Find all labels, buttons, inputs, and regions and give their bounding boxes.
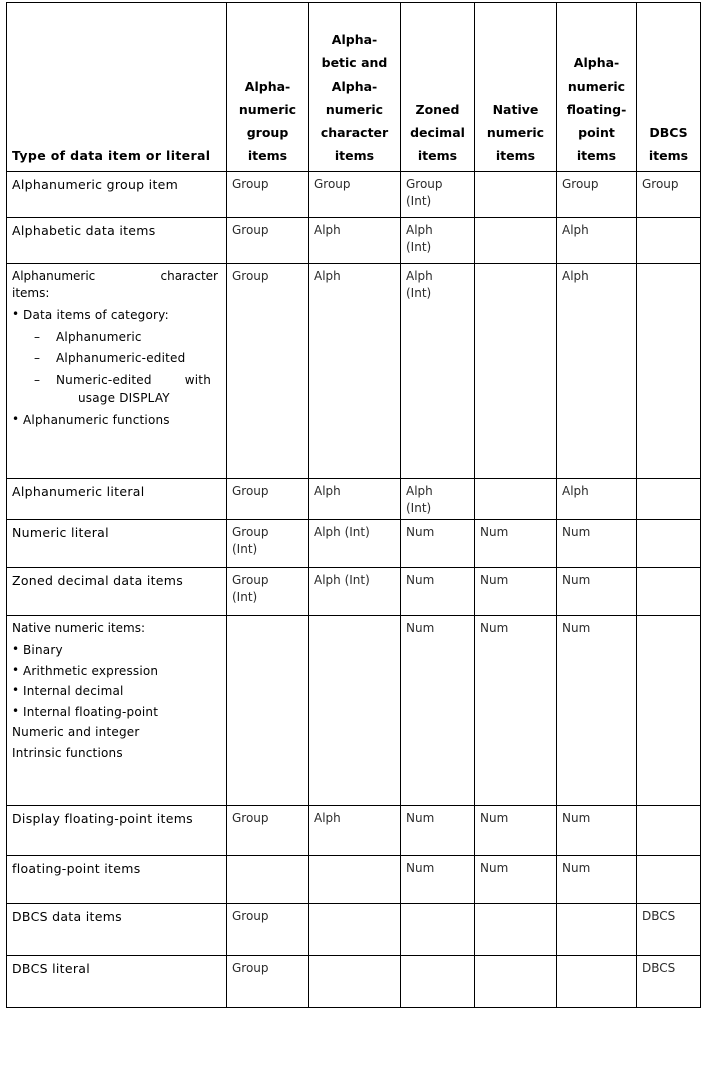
cell-r0-c2: Group (Int) [401, 172, 475, 218]
cell-r3-c5 [637, 479, 701, 520]
row-label-alphanumeric-character-items [7, 264, 227, 479]
header-line: Native [492, 101, 539, 117]
cell-r4-c1: Alph (Int) [309, 520, 401, 568]
cell-r3-c4: Alph [557, 479, 637, 520]
cell-r6-c2: Num [401, 616, 475, 806]
list-item-part: – Numeric-edited [56, 372, 152, 387]
cell-r10-c0: Group [227, 956, 309, 1008]
table-row [7, 856, 701, 904]
header-line: items [576, 147, 617, 163]
table-row [7, 264, 701, 479]
cell-r6-c3: Num [475, 616, 557, 806]
cell-r1-c1: Alph [309, 218, 401, 264]
row-label-floating-point-items: floating-point items [7, 856, 227, 904]
cell-r9-c2 [401, 904, 475, 956]
cell-r0-c3 [475, 172, 557, 218]
header-line: Alpha- [573, 55, 620, 71]
cell-r2-c3 [475, 264, 557, 479]
table-row [7, 172, 701, 218]
cell-r8-c5 [637, 856, 701, 904]
cell-r1-c3 [475, 218, 557, 264]
cell-r5-c4: Num [557, 568, 637, 616]
header-line: Alpha- [331, 32, 378, 48]
cell-r3-c3 [475, 479, 557, 520]
cell-r1-c4: Alph [557, 218, 637, 264]
list-item: • Internal decimal [12, 682, 221, 701]
cell-r8-c0 [227, 856, 309, 904]
cell-r6-c0 [227, 616, 309, 806]
cell-r1-c2: Alph (Int) [401, 218, 475, 264]
cell-r7-c2: Num [401, 806, 475, 856]
list-item-dash-group [12, 328, 221, 408]
header-line: items [334, 147, 375, 163]
list-item: • Internal floating-point [12, 703, 221, 722]
dash-sublist [12, 328, 221, 408]
cell-r1-c0: Group [227, 218, 309, 264]
cell-r3-c0: Group [227, 479, 309, 520]
cell-r5-c2: Num [401, 568, 475, 616]
row-sublist [12, 641, 221, 763]
data-item-compatibility-table [6, 2, 701, 1008]
row-label-native-numeric-items [7, 616, 227, 806]
row-label-dbcs-data-items: DBCS data items [7, 904, 227, 956]
list-item: – Alphanumeric-edited [34, 349, 221, 368]
header-line: items [495, 147, 536, 163]
row-label-numeric-literal: Numeric literal [7, 520, 227, 568]
column-header-dbcs-items [637, 3, 701, 172]
list-item: – Alphanumeric [34, 328, 221, 347]
header-line: decimal [410, 124, 465, 140]
cell-r4-c4: Num [557, 520, 637, 568]
row-label-zoned-decimal-data-items: Zoned decimal data items [7, 568, 227, 616]
header-line: numeric [238, 101, 297, 117]
column-header-alphanumeric-group-items [227, 3, 309, 172]
cell-r10-c2 [401, 956, 475, 1008]
row-label-display-floating-point-items: Display floating-point items [7, 806, 227, 856]
cell-r9-c1 [309, 904, 401, 956]
header-line: Alpha- [331, 78, 378, 94]
cell-r10-c4 [557, 956, 637, 1008]
row-label-alphanumeric-group-item: Alphanumeric group item [7, 172, 227, 218]
cell-r7-c5 [637, 806, 701, 856]
cell-r4-c2: Num [401, 520, 475, 568]
cell-r0-c0: Group [227, 172, 309, 218]
header-line: items [417, 147, 458, 163]
cell-r4-c0: Group (Int) [227, 520, 309, 568]
cell-r4-c3: Num [475, 520, 557, 568]
cell-r7-c1: Alph [309, 806, 401, 856]
cell-r5-c1: Alph (Int) [309, 568, 401, 616]
cell-r10-c5: DBCS [637, 956, 701, 1008]
list-item: • Alphanumeric functions [12, 411, 221, 430]
row-header-label: Type of data item or literal [7, 3, 227, 172]
list-item-continuation: usage DISPLAY [78, 391, 170, 406]
cell-r8-c1 [309, 856, 401, 904]
table-row [7, 520, 701, 568]
list-item [34, 371, 221, 408]
table-row [7, 806, 701, 856]
header-line: numeric [486, 124, 545, 140]
row-label-line-justified [12, 268, 221, 285]
header-line: numeric [325, 101, 384, 117]
cell-r7-c0: Group [227, 806, 309, 856]
header-line: Zoned [415, 101, 460, 117]
header-line: DBCS [649, 124, 688, 140]
cell-r9-c0: Group [227, 904, 309, 956]
cell-r6-c1 [309, 616, 401, 806]
cell-r3-c2: Alph (Int) [401, 479, 475, 520]
label-part: Alphanumeric [12, 269, 96, 283]
cell-r5-c3: Num [475, 568, 557, 616]
table-row [7, 616, 701, 806]
cell-r3-c1: Alph [309, 479, 401, 520]
row-label-line: Native numeric items: [12, 621, 146, 636]
row-label-line: items: [12, 286, 50, 301]
cell-r0-c4: Group [557, 172, 637, 218]
row-label-dbcs-literal: DBCS literal [7, 956, 227, 1008]
compatibility-table-sheet [6, 2, 700, 1057]
cell-r9-c4 [557, 904, 637, 956]
cell-r6-c5 [637, 616, 701, 806]
cell-r0-c1: Group [309, 172, 401, 218]
cell-r5-c5 [637, 568, 701, 616]
cell-r10-c1 [309, 956, 401, 1008]
table-row [7, 479, 701, 520]
list-item-part: with [184, 372, 211, 387]
column-header-zoned-decimal-items [401, 3, 475, 172]
row-label-alphabetic-data-items: Alphabetic data items [7, 218, 227, 264]
cell-r4-c5 [637, 520, 701, 568]
cell-r8-c4: Num [557, 856, 637, 904]
cell-r8-c3: Num [475, 856, 557, 904]
cell-r1-c5 [637, 218, 701, 264]
list-item: Intrinsic functions [12, 746, 123, 761]
cell-r9-c3 [475, 904, 557, 956]
cell-r8-c2: Num [401, 856, 475, 904]
list-item: • Data items of category: [12, 306, 221, 325]
column-header-alphanumeric-floating-point-items [557, 3, 637, 172]
row-sublist [12, 306, 221, 430]
header-line: items [648, 147, 689, 163]
table-header-row [7, 3, 701, 172]
column-header-native-numeric-items [475, 3, 557, 172]
header-line: group [246, 124, 289, 140]
label-part: character [160, 269, 218, 283]
column-header-alphabetic-and-alphanumeric-character-items [309, 3, 401, 172]
cell-r9-c5: DBCS [637, 904, 701, 956]
table-row [7, 218, 701, 264]
cell-r7-c4: Num [557, 806, 637, 856]
cell-r2-c0: Group [227, 264, 309, 479]
cell-r2-c4: Alph [557, 264, 637, 479]
list-item: • Arithmetic expression [12, 662, 221, 681]
table-row [7, 568, 701, 616]
header-line: Alpha- [244, 78, 291, 94]
cell-r0-c5: Group [637, 172, 701, 218]
header-line: betic and [321, 55, 388, 71]
cell-r6-c4: Num [557, 616, 637, 806]
header-line: numeric [567, 78, 626, 94]
cell-r7-c3: Num [475, 806, 557, 856]
list-item: • Binary [12, 641, 221, 660]
table-row [7, 956, 701, 1008]
header-line: floating- [566, 101, 627, 117]
header-line: point [578, 124, 615, 140]
cell-r2-c5 [637, 264, 701, 479]
row-label-alphanumeric-literal: Alphanumeric literal [7, 479, 227, 520]
cell-r10-c3 [475, 956, 557, 1008]
header-line: character [320, 124, 389, 140]
cell-r5-c0: Group (Int) [227, 568, 309, 616]
header-line: items [247, 147, 288, 163]
table-row [7, 904, 701, 956]
cell-r2-c2: Alph (Int) [401, 264, 475, 479]
list-item: Numeric and integer [12, 725, 140, 740]
cell-r2-c1: Alph [309, 264, 401, 479]
